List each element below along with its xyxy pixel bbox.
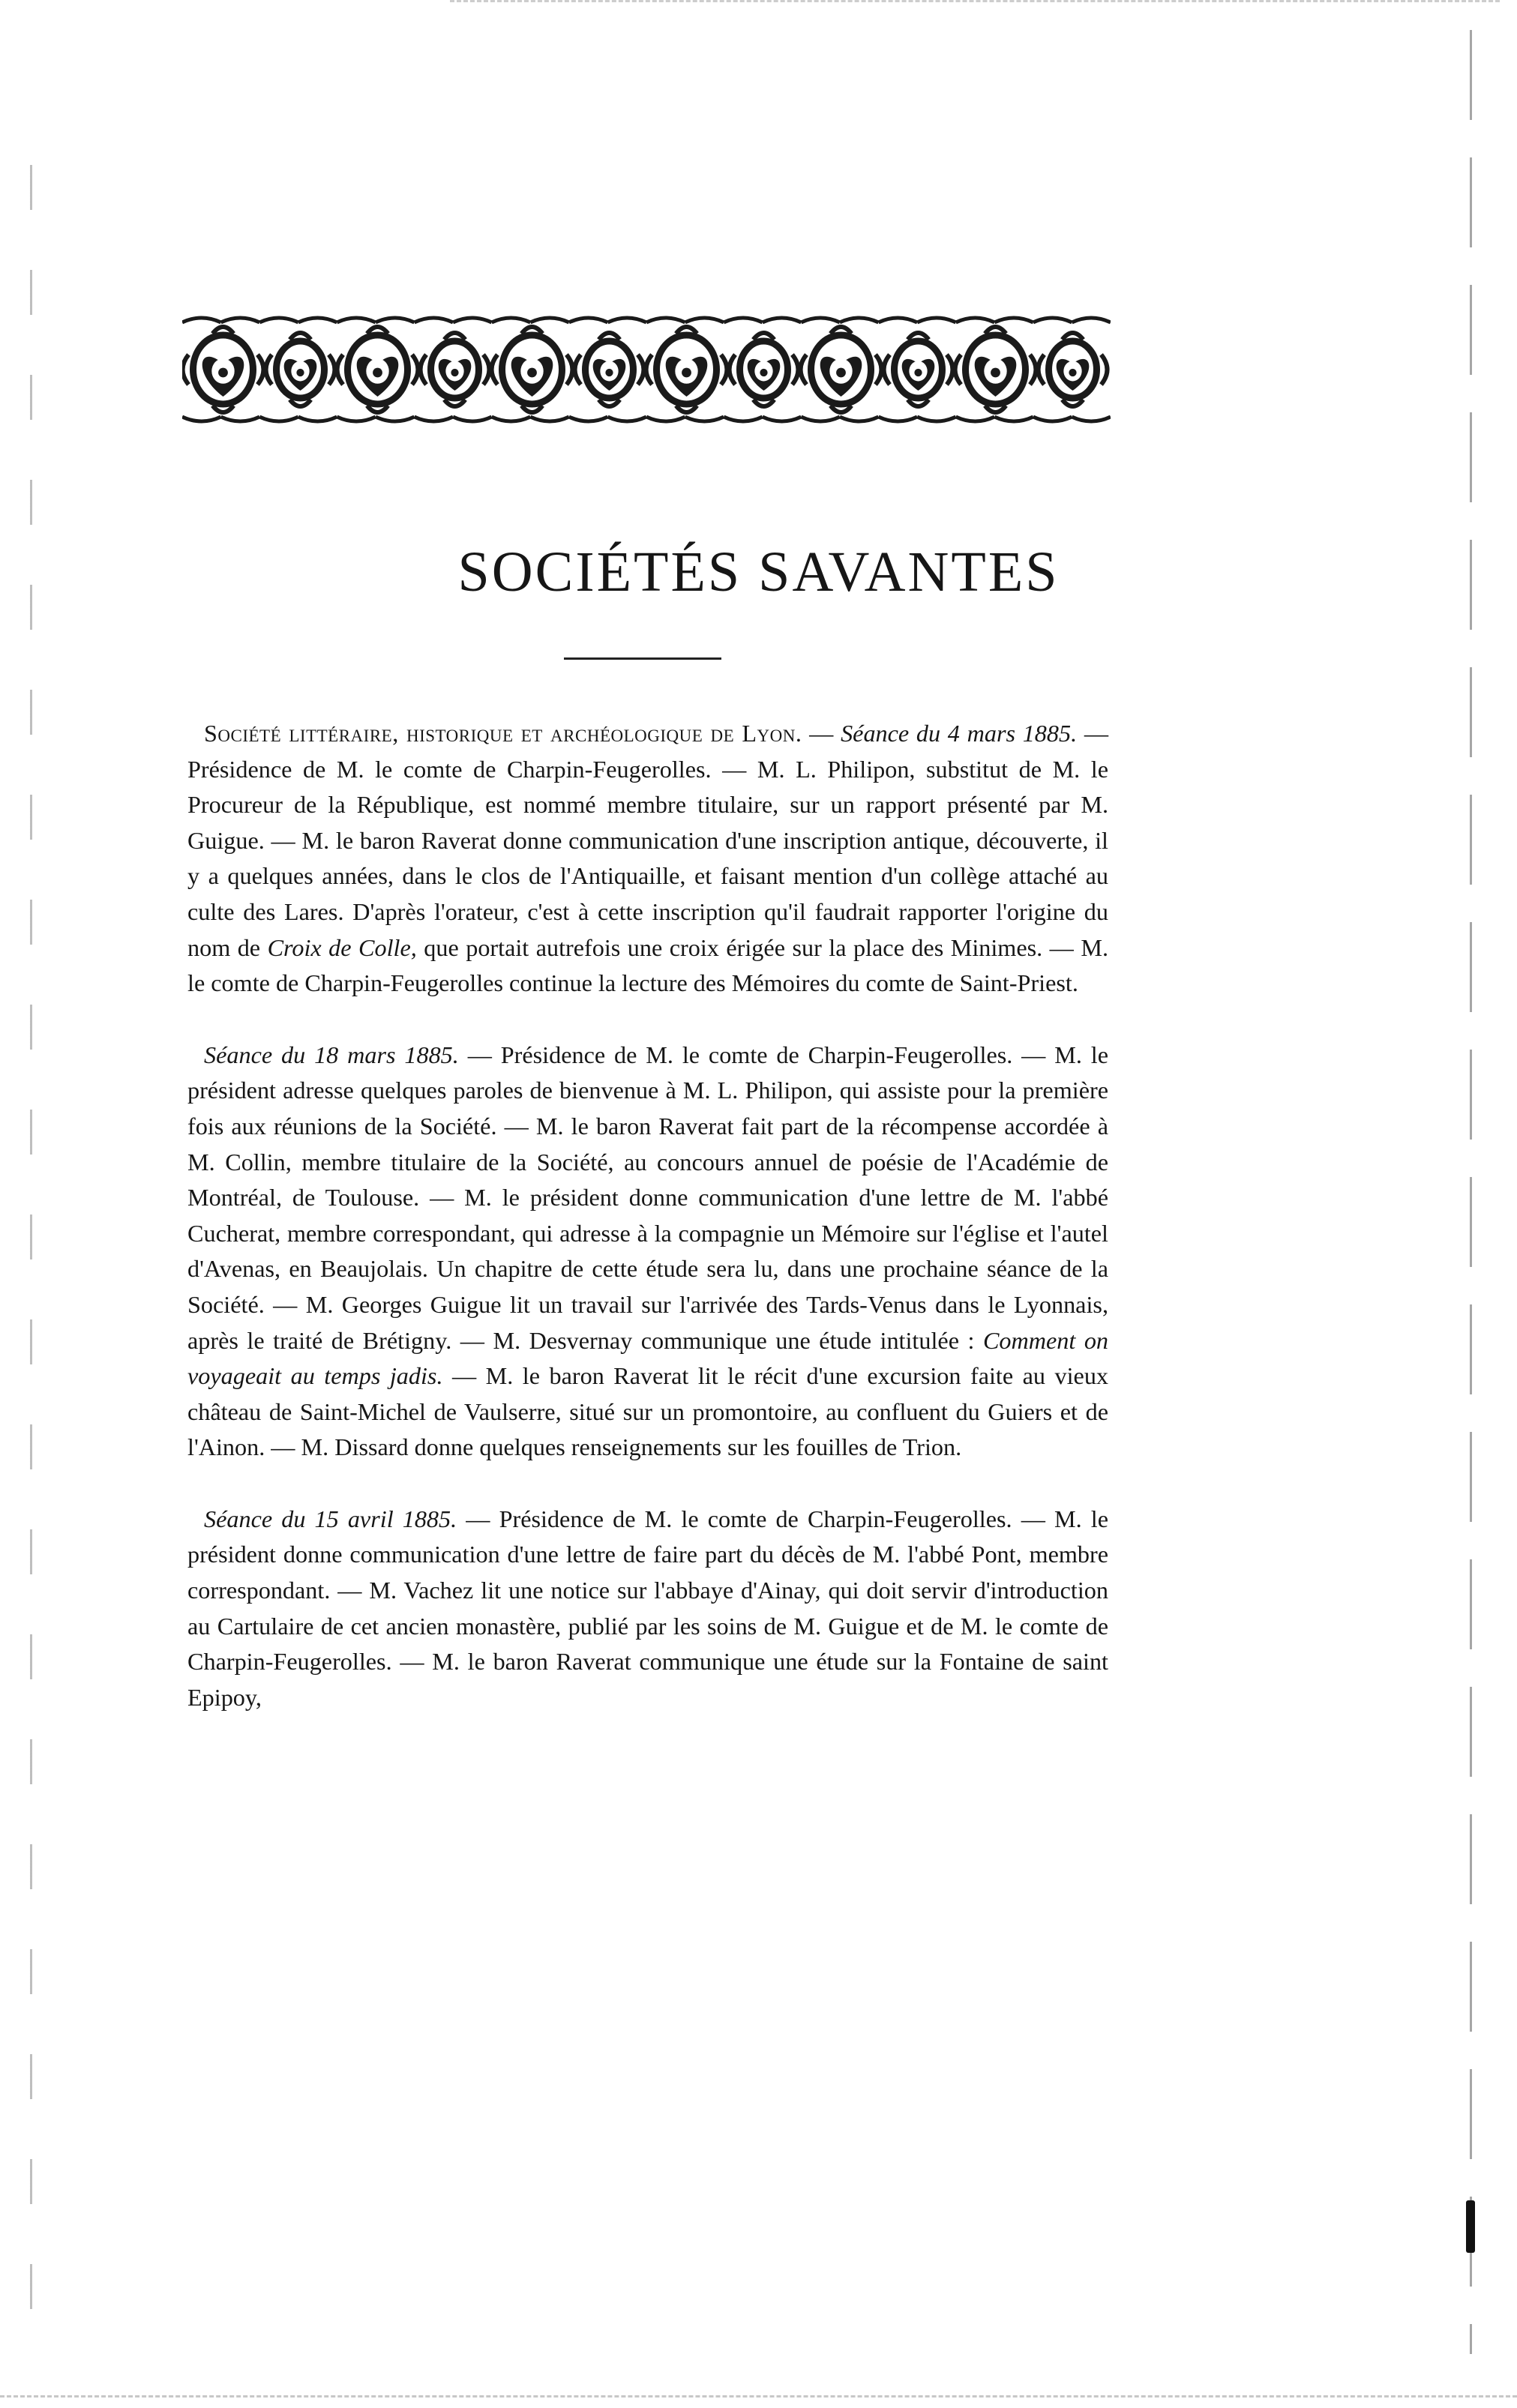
paragraph-text: — Présidence de M. le comte de Charpin-Feugerolles. — M. le président adresse quelques paroles de bienvenue à M. L. Philipon, qui assiste pour la première fois aux réunions de la Société. — M. le baron Raverat fait part de la récompense accordée à M. Collin, membre titulaire de la Société, au concours annuel de poésie de l'Académie de Montréal, de Toulouse. — M. le président donne communication d'une lettre de M. l'abbé Cucherat, membre correspondant, qui adresse à la compagnie un Mémoire sur l'église et l'autel d'Avenas, en Beaujolais. Un chapitre de cette étude sera lu, dans une prochaine séance de la Société. — M. Georges Guigue lit un travail sur l'arrivée des Tards-Venus dans le Lyonnais, après le traité de Brétigny. — M. Desvernay communique une étude intitulée : (187, 1041, 1109, 1354)
article-body (187, 716, 1108, 1751)
italic-name: Croix de Colle, (267, 933, 417, 961)
paragraph-text: — Présidence de M. le comte de Charpin-Feugerolles. — M. le président donne communication d'une lettre de faire part du décès de M. l'abbé Pont, membre correspondant. — M. Vachez lit une notice sur l'abbaye d'Ainay, qui doit servir d'introduction au Cartulaire de cet ancien monastère, publié par les soins de M. Guigue et de M. le comte de Charpin-Feugerolles. — M. le baron Raverat communique une étude sur la Fontaine de saint Epipoy, (187, 1505, 1108, 1711)
decorative-arabesque-band-icon (182, 313, 1111, 426)
page-title: SOCIÉTÉS SAVANTES (457, 541, 1060, 603)
scan-edge-top (450, 0, 1500, 2)
paragraph-text: Présidence de M. le comte de Charpin-Feugerolles. — M. L. Philipon, substitut de M. le Procureur de la République, est nommé membre titulaire, sur un rapport présenté par M. Guigue. — M. le baron Raverat donne communication d'une inscription antique, découverte, il y a quelques années, dans le clos de l'Antiquaille, et faisant mention d'un collège attaché au culte des Lares. D'après l'orateur, c'est à cette inscription qu'il faudrait rapporter l'origine du nom de (187, 755, 1108, 961)
scan-edge-left (30, 165, 32, 2339)
seance-date: Séance du 4 mars 1885. (841, 720, 1078, 747)
scan-edge-mark (1466, 2200, 1475, 2253)
seance-date: Séance du 15 avril 1885. (204, 1505, 457, 1532)
paragraph-seance-18-mars (187, 1038, 1108, 1466)
italic-title: Comment on voyageait au temps jadis. (187, 1326, 1109, 1390)
title-rule (564, 657, 721, 660)
paragraph-seance-15-avril (187, 1502, 1108, 1716)
scan-edge-bottom (0, 2395, 1517, 2398)
society-heading: Société littéraire, historique et archéologique de Lyon. (204, 720, 802, 747)
seance-date: Séance du 18 mars 1885. (204, 1041, 459, 1068)
scan-edge-right (1470, 30, 1472, 2354)
paragraph-text-after: que portait autrefois une croix érigée sur la place des Minimes. — M. le comte de Charpin-Feugerolles continue la lecture des Mémoires du comte de Saint-Priest. (187, 933, 1109, 997)
paragraph-text-after: — M. le baron Raverat lit le récit d'une excursion faite au vieux château de Saint-Michel de Vaulserre, situé sur un promontoire, au confluent du Guiers et de l'Ainon. — M. Dissard donne quelques renseignements sur les fouilles de Trion. (187, 1362, 1109, 1461)
paragraph-seance-4-mars: Société littéraire, historique et archéologique de Lyon. — Séance du 4 mars 1885. — Présidence de M. le comte de Charpin-Feugerolles. — M. L. Philipon, substitut de M. le Procureur de la République, est nommé membre titulaire, sur un rapport présenté par M. Guigue. — M. le baron Raverat donne communication d'une inscription antique, découverte, il y a quelques années, dans le clos de l'Antiquaille, et faisant mention d'un collège attaché au culte des Lares. D'après l'orateur, c'est à cette inscription qu'il faudrait rapporter l'origine du nom de Croix de Colle, que portait autrefois une croix érigée sur la place des Minimes. — M. le comte de Charpin-Feugerolles continue la lecture des Mémoires du comte de Saint-Priest. (187, 720, 1109, 997)
